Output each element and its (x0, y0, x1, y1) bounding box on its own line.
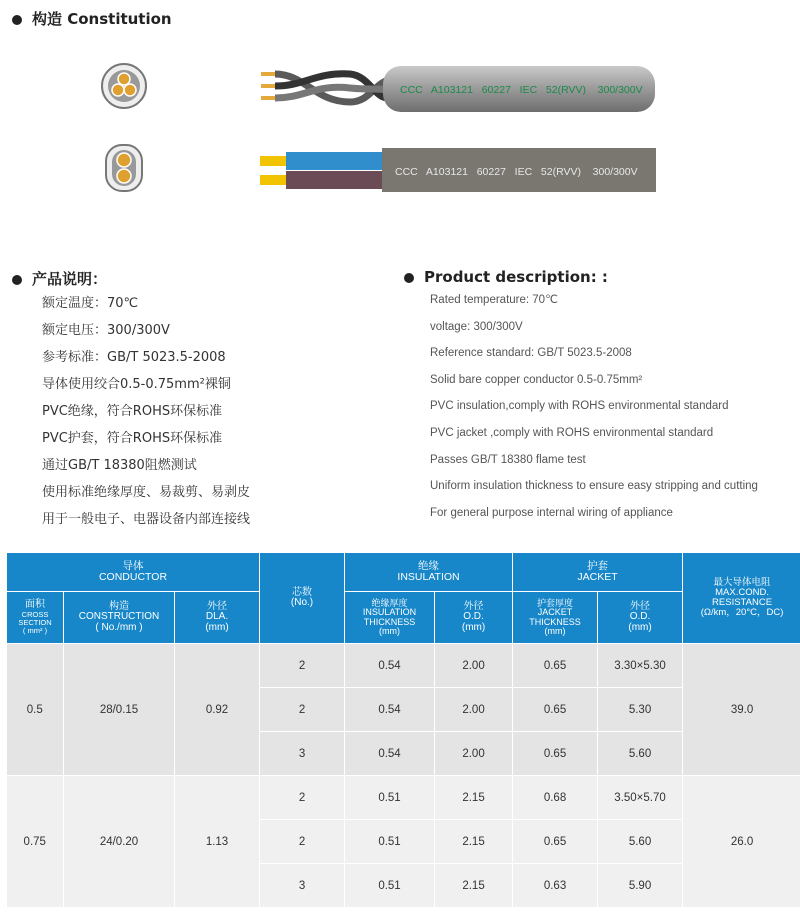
product-en-heading (404, 268, 608, 286)
cn-line: PVC绝缘，符合ROHS环保标准 (42, 404, 223, 419)
cable2-print-text: CCC A103121 60227 IEC 52(RVV) 300/300V (395, 166, 638, 178)
product-en-title: Product description: : (424, 268, 608, 286)
round-cable-cross-section-icon (100, 62, 148, 110)
cable1-print-text: CCC A103121 60227 IEC 52(RVV) 300/300V (400, 84, 643, 96)
product-cn-list (42, 290, 250, 533)
insulation-thickness-cell: 0.54 (345, 732, 435, 776)
cn-line: PVC护套，符合ROHS环保标准 (42, 431, 223, 446)
en-line: For general purpose internal wiring of appliance (430, 506, 673, 519)
insulation-thickness-cell: 0.51 (345, 864, 435, 908)
cores-cell: 2 (260, 776, 345, 820)
en-line: Reference standard: GB/T 5023.5-2008 (430, 347, 632, 360)
cores-cell: 2 (260, 820, 345, 864)
construction-cell: 24/0.20 (64, 776, 175, 908)
insulation-thickness-cell: 0.51 (345, 820, 435, 864)
resistance-cell: 39.0 (683, 644, 800, 776)
jacket-od-header: 外径 O.D. (mm) (598, 592, 683, 644)
cores-cell: 3 (260, 732, 345, 776)
table-row (7, 776, 800, 820)
jacket-od-cell: 5.60 (598, 732, 683, 776)
cores-header: 芯数 (No.) (260, 553, 345, 644)
jacket-thickness-cell: 0.65 (513, 732, 598, 776)
cross-section-header: 面积 CROSS SECTION ( mm² ) (7, 592, 64, 644)
en-line: Passes GB/T 18380 flame test (430, 453, 586, 466)
jacket-od-cell: 5.30 (598, 688, 683, 732)
cn-line: 使用标准绝缘厚度、易裁剪、易剥皮 (42, 485, 251, 500)
conductor-header: 导体 CONDUCTOR (7, 553, 260, 592)
constitution-heading (12, 8, 172, 29)
spec-table (6, 552, 800, 908)
jacket-thickness-cell: 0.65 (513, 820, 598, 864)
table-row (7, 644, 800, 688)
insulation-od-cell: 2.00 (435, 732, 513, 776)
cores-cell: 2 (260, 688, 345, 732)
bullet-icon (404, 273, 414, 283)
jacket-thickness-cell: 0.65 (513, 644, 598, 688)
cn-line: 额定温度：70℃ (42, 296, 139, 311)
cn-line: 导体使用绞合0.5-0.75mm²裸铜 (42, 377, 231, 392)
en-line: Solid bare copper conductor 0.5-0.75mm² (430, 373, 643, 386)
product-cn-heading (12, 268, 107, 289)
jacket-header: 护套 JACKET (513, 553, 683, 592)
insulation-thickness-cell: 0.54 (345, 688, 435, 732)
constitution-title: 构造 Constitution (32, 10, 172, 28)
cn-line: 用于一般电子、电器设备内部连接线 (42, 512, 251, 527)
product-cn-title: 产品说明： (32, 270, 108, 288)
insulation-thickness-cell: 0.54 (345, 644, 435, 688)
jacket-od-cell: 5.90 (598, 864, 683, 908)
conductor-dia-cell: 1.13 (175, 776, 260, 908)
bullet-icon (12, 275, 22, 285)
jacket-od-cell: 5.60 (598, 820, 683, 864)
en-line: Rated temperature: 70℃ (430, 294, 558, 306)
conductor-dia-cell: 0.92 (175, 644, 260, 776)
cores-cell: 3 (260, 864, 345, 908)
flat-cable-cross-section-icon (104, 143, 144, 193)
cn-line: 参考标准：GB/T 5023.5-2008 (42, 350, 226, 365)
insulation-od-cell: 2.00 (435, 644, 513, 688)
insulation-thickness-cell: 0.51 (345, 776, 435, 820)
construction-cell: 28/0.15 (64, 644, 175, 776)
insulation-od-cell: 2.15 (435, 820, 513, 864)
cn-line: 通过GB/T 18380阻燃测试 (42, 458, 197, 473)
en-line: voltage: 300/300V (430, 320, 523, 333)
jacket-thickness-cell: 0.63 (513, 864, 598, 908)
insulation-header: 绝缘 INSULATION (345, 553, 513, 592)
insulation-thickness-header: 绝缘厚度 INSULATION THICKNESS (mm) (345, 592, 435, 644)
jacket-thickness-cell: 0.68 (513, 776, 598, 820)
cross-section-cell: 0.75 (7, 776, 64, 908)
cross-section-cell: 0.5 (7, 644, 64, 776)
en-line: Uniform insulation thickness to ensure easy stripping and cutting (430, 480, 758, 493)
jacket-od-cell: 3.50×5.70 (598, 776, 683, 820)
cn-line: 额定电压：300/300V (42, 323, 170, 338)
resistance-header: 最大导体电阻 MAX.COND. RESISTANCE (Ω/km，20°C，DC) (683, 553, 800, 644)
conductor-dia-header: 外径 DLA. (mm) (175, 592, 260, 644)
cores-cell: 2 (260, 644, 345, 688)
jacket-od-cell: 3.30×5.30 (598, 644, 683, 688)
jacket-thickness-cell: 0.65 (513, 688, 598, 732)
en-line: PVC insulation,comply with ROHS environmental standard (430, 400, 729, 413)
product-en-list (430, 287, 758, 526)
insulation-od-cell: 2.15 (435, 864, 513, 908)
resistance-cell: 26.0 (683, 776, 800, 908)
en-line: PVC jacket ,comply with ROHS environmental standard (430, 426, 714, 439)
insulation-od-header: 外径 O.D. (mm) (435, 592, 513, 644)
bullet-icon (12, 15, 22, 25)
jacket-thickness-header: 护套厚度 JACKET THICKNESS (mm) (513, 592, 598, 644)
construction-header: 构造 CONSTRUCTION ( No./mm ) (64, 592, 175, 644)
insulation-od-cell: 2.15 (435, 776, 513, 820)
insulation-od-cell: 2.00 (435, 688, 513, 732)
